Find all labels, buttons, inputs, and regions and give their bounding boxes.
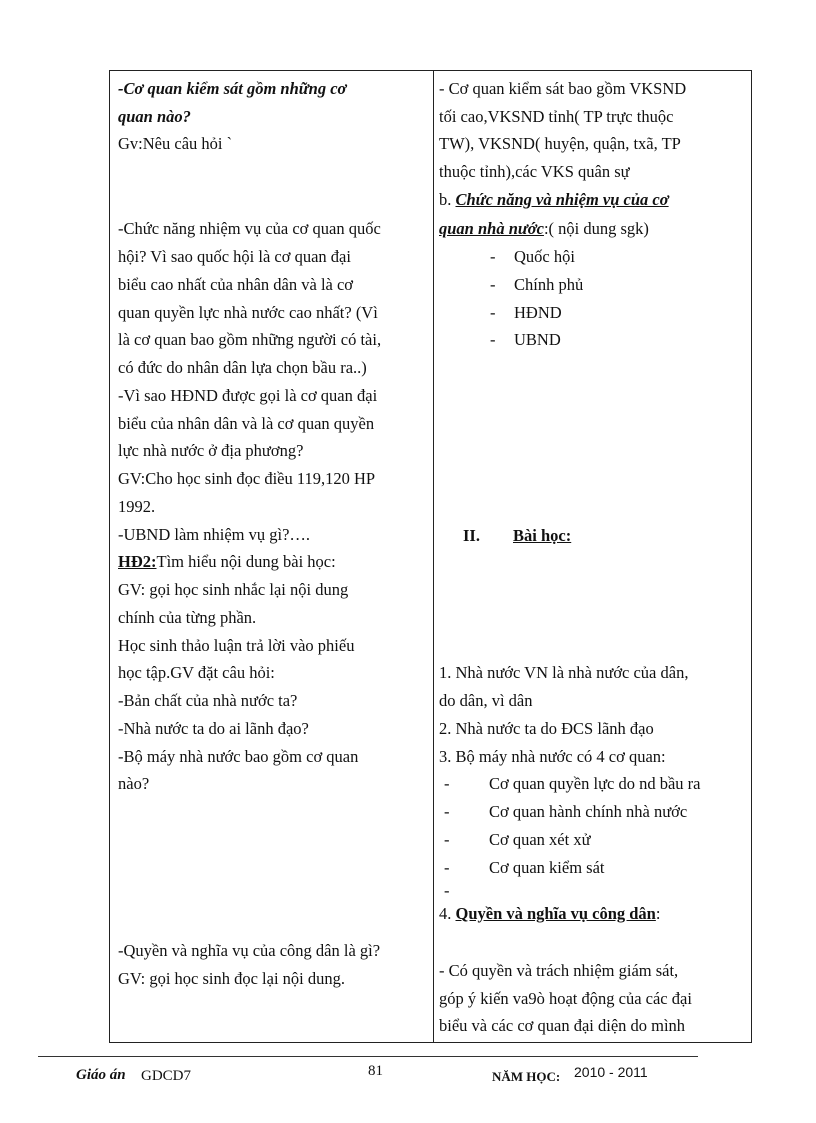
left-line: lực nhà nước ở địa phương? — [118, 441, 304, 460]
body-item: Chính phủ — [514, 275, 584, 294]
left-line: GV: gọi học sinh đọc lại nội dung. — [118, 969, 346, 988]
column-divider — [433, 71, 434, 1042]
left-line: -Cơ quan kiểm sát gồm những cơ — [118, 79, 347, 98]
page-number: 81 — [368, 1063, 383, 1079]
left-line: -Vì sao HĐND được gọi là cơ quan đại — [118, 386, 378, 405]
left-line: -UBND làm nhiệm vụ gì?…. — [118, 525, 311, 544]
item4-title: Quyền và nghĩa vụ công dân — [455, 904, 656, 923]
organ-item: Cơ quan xét xử — [489, 830, 591, 849]
left-line: -Quyền và nghĩa vụ của công dân là gì? — [118, 941, 381, 960]
left-line: Học sinh thảo luận trả lời vào phiếu — [118, 636, 355, 655]
subsection-b-heading-cont — [439, 219, 649, 239]
right-line: thuộc tỉnh),các VKS quân sự — [439, 162, 630, 181]
bullet-dash: - — [490, 275, 496, 294]
school-year-value: 2010 - 2011 — [574, 1064, 648, 1080]
body-item: HĐND — [514, 303, 562, 322]
subsection-b-title: Chức năng và nhiệm vụ của cơ — [455, 190, 669, 209]
left-line: -Bản chất của nhà nước ta? — [118, 691, 298, 710]
activity-text: Tìm hiểu nội dung bài học: — [156, 552, 336, 571]
left-line: là cơ quan bao gồm những người có tài, — [118, 330, 382, 349]
item4-heading — [439, 904, 660, 924]
left-line: biểu cao nhất của nhân dân và là cơ — [118, 275, 354, 294]
bullet-dash: - — [444, 830, 450, 849]
subsection-b-title: quan nhà nước — [439, 219, 544, 238]
left-line: -Chức năng nhiệm vụ của cơ quan quốc — [118, 219, 381, 238]
left-line: học tập.GV đặt câu hỏi: — [118, 663, 275, 682]
bullet-dash: - — [490, 247, 496, 266]
body-item: Quốc hội — [514, 247, 575, 266]
activity-label: HĐ2: — [118, 552, 157, 571]
right-line: 1. Nhà nước VN là nhà nước của dân, — [439, 663, 689, 682]
bullet-dash: - — [444, 881, 450, 900]
left-line: 1992. — [118, 497, 156, 516]
right-line: 3. Bộ máy nhà nước có 4 cơ quan: — [439, 747, 666, 766]
footer-subject: GDCD7 — [141, 1068, 192, 1084]
left-line — [118, 552, 336, 572]
subsection-b-note: :( nội dung sgk) — [543, 219, 649, 238]
item4-colon: : — [655, 904, 661, 923]
bullet-dash: - — [490, 303, 496, 322]
left-line: -Nhà nước ta do ai lãnh đạo? — [118, 719, 309, 738]
item4-number: 4. — [439, 904, 456, 923]
footer-rule — [38, 1056, 698, 1057]
body-item: UBND — [514, 330, 561, 349]
left-line: hội? Vì sao quốc hội là cơ quan đại — [118, 247, 351, 266]
right-line: 2. Nhà nước ta do ĐCS lãnh đạo — [439, 719, 654, 738]
left-line: biểu của nhân dân và là cơ quan quyền — [118, 414, 375, 433]
school-year-label: NĂM HỌC: — [492, 1069, 561, 1084]
bullet-dash: - — [444, 774, 450, 793]
right-line: - Có quyền và trách nhiệm giám sát, — [439, 961, 679, 980]
organ-item: Cơ quan quyền lực do nd bầu ra — [489, 774, 701, 793]
section-title: Bài học: — [513, 526, 572, 545]
right-line: tối cao,VKSND tỉnh( TP trực thuộc — [439, 107, 674, 126]
organ-item: Cơ quan hành chính nhà nước — [489, 802, 688, 821]
bullet-dash: - — [444, 802, 450, 821]
left-line: nào? — [118, 774, 150, 793]
organ-item: Cơ quan kiểm sát — [489, 858, 605, 877]
left-line: GV: gọi học sinh nhắc lại nội dung — [118, 580, 349, 599]
left-line: -Bộ máy nhà nước bao gồm cơ quan — [118, 747, 359, 766]
bullet-dash: - — [444, 858, 450, 877]
right-line: TW), VKSND( huyện, quận, txã, TP — [439, 134, 681, 153]
bullet-dash: - — [490, 330, 496, 349]
right-line: - Cơ quan kiểm sát bao gồm VKSND — [439, 79, 687, 98]
left-line: có đức do nhân dân lựa chọn bầu ra..) — [118, 358, 367, 377]
left-line: Gv:Nêu câu hỏi ` — [118, 134, 233, 153]
subsection-b-number: b. — [439, 190, 456, 209]
left-line: GV:Cho học sinh đọc điều 119,120 HP — [118, 469, 376, 488]
left-line: quan nào? — [118, 107, 191, 126]
left-line: quan quyền lực nhà nước cao nhất? (Vì — [118, 303, 378, 322]
lesson-table — [109, 70, 752, 1043]
right-line: góp ý kiến va9ò hoạt động của các đại — [439, 989, 692, 1008]
right-line: do dân, vì dân — [439, 691, 533, 710]
left-line: chính của từng phần. — [118, 608, 257, 627]
subsection-b-heading — [439, 190, 669, 210]
footer-label: Giáo án — [76, 1067, 126, 1083]
section-number: II. — [463, 526, 480, 545]
right-line: biểu và các cơ quan đại diện do mình — [439, 1016, 686, 1035]
